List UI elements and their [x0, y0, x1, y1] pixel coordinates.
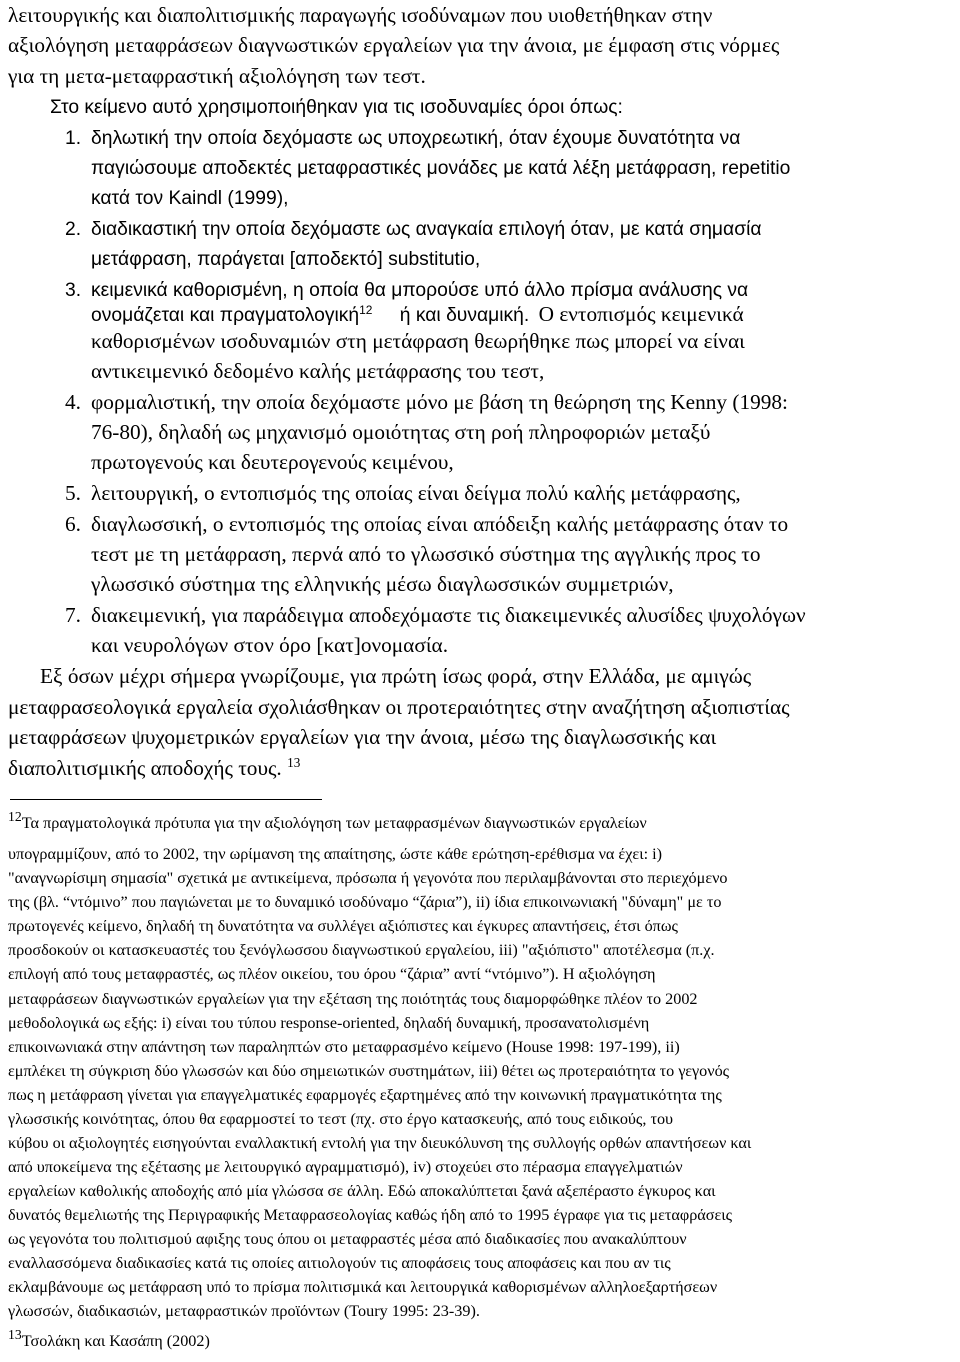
footnote-line: μεθοδολογικά ως εξής: i) είναι του τύπου response-oriented, δηλαδή δυναμική, προσανατολισμένη	[8, 1014, 650, 1032]
list-item-number: 7.	[65, 603, 81, 627]
list-item-line: 76-80), δηλαδή ως μηχανισμό ομοιότητας στη ροή πληροφοριών μεταξύ	[91, 420, 711, 444]
footnote-line: εμπλέκει τη σύγκριση δύο γλωσσών και δύο σημειωτικών συστημάτων, iii) θέτει ως προτεραιότητα το γεγονός	[8, 1062, 730, 1080]
text-line-content: διαπολιτισμικής αποδοχής τους.	[8, 756, 282, 780]
footnote-line: γλωσσών, διαδικασιών, μεταφραστικών προϊόντων (Toury 1995: 23-39).	[8, 1302, 480, 1320]
footnote-line	[8, 811, 960, 835]
list-item-number: 5.	[65, 481, 81, 505]
list-item-line: φορμαλιστική, την οποία δεχόμαστε μόνο με βάση τη θεώρηση της Kenny (1998:	[91, 390, 788, 414]
footnote-ref[interactable]: 13	[287, 755, 301, 771]
footnote-line: εργαλείων καθολικής αποδοχής από μία γλώσσα σε άλλη. Εδώ αποκαλύπτεται ξανά αξεπέραστο έγκυρος και	[8, 1182, 716, 1200]
footnote-line	[8, 1329, 960, 1353]
list-item-line: γλωσσικό σύστημα της ελληνικής μέσω διαγλωσσικών συμμετριών,	[91, 572, 674, 596]
list-item-line: αντικειμενικό δεδομένο καλής μετάφρασης του τεστ,	[91, 359, 545, 383]
text-line: αξιολόγηση μεταφράσεων διαγνωστικών εργαλείων για την άνοια, με έμφαση στις νόρμες	[8, 33, 780, 57]
text-line	[8, 753, 960, 783]
text-line: Εξ όσων μέχρι σήμερα γνωρίζουμε, για πρώτη ίσως φορά, στην Ελλάδα, με αμιγώς	[40, 664, 752, 688]
footnote-line: επιλογή από τους μεταφραστές, ως πλέον οικείου, του όρου “ζάρια” αντί “ντόμινο”). Η αξιολόγηση	[8, 965, 656, 983]
list-item-line: διακειμενική, για παράδειγμα αποδεχόμαστε τις διακειμενικές αλυσίδες ψυχολόγων	[91, 603, 806, 627]
footnote-line: δυνατός θεμελιωτής της Περιγραφικής Μεταφρασεολογίας καθώς ήδη από το 1995 έγραφε για τις μεταφράσεις	[8, 1206, 733, 1224]
list-item-line: και νευρολόγων στον όρο [κατ]ονομασία.	[91, 633, 449, 657]
text-line: για τη μετα-μεταφραστική αξιολόγηση των τεστ.	[8, 64, 426, 88]
list-item-line: μετάφραση, παράγεται [αποδεκτό] substitutio,	[91, 249, 481, 270]
footnote-line: υπογραμμίζουν, από το 2002, την ωρίμανση της απαίτησης, ώστε κάθε ερώτηση-ερέθισμα να έχει: i)	[8, 845, 662, 863]
footnote-separator	[10, 799, 322, 800]
footnote-line: προσδοκούν οι κατασκευαστές του ξενόγλωσσου διαγνωστικού εργαλείου, iii) "αξιόπιστο" αποτέλεσμα (π.χ.	[8, 941, 715, 959]
footnote-ref[interactable]: 12	[359, 302, 373, 317]
footnote-line: πως η μετάφραση γίνεται για επαγγελματικές εφαρμογές εξαρτημένες από την κοινωνική πραγματικότητα της	[8, 1086, 722, 1104]
list-item-line: παγιώσουμε αποδεκτές μεταφραστικές μονάδες με κατά λέξη μετάφραση, repetitio	[91, 158, 791, 179]
footnote-marker: 12	[8, 809, 22, 825]
list-item-text: Ο εντοπισμός κειμενικά	[538, 302, 744, 326]
list-item-text: ονομάζεται και πραγματολογική	[91, 305, 360, 326]
footnote-line: της (βλ. “ντόμινο” που παγιώνεται με το δυναμικό ισοδύναμο “ζάρια”), ii) ίδια επικοινωνιακή "δύναμη" με το	[8, 893, 722, 911]
footnote-text: Τα πραγματολογικά πρότυπα για την αξιολόγηση των μεταφρασμένων διαγνωστικών εργαλείων	[21, 814, 647, 832]
text-line: μεταφράσεων ψυχομετρικών εργαλείων για την άνοια, μέσω της διαγλωσσικής και	[8, 725, 717, 749]
list-item-line: καθορισμένων ισοδυναμιών στη μετάφραση θεωρήθηκε πως μπορεί να είναι	[91, 329, 745, 353]
footnote-line: κύβου οι αξιολογητές εισηγούνται εναλλακτική εντολή για την διευκόλυνση της συλλογής ορθών απαντήσεων και	[8, 1134, 752, 1152]
list-item-text: ή και δυναμική.	[399, 305, 530, 326]
list-item-line: διαγλωσσική, ο εντοπισμός της οποίας είναι απόδειξη καλής μετάφρασης όταν το	[91, 512, 789, 536]
footnote-line: εκλαμβάνουμε ως μετάφραση υπό το πρίσμα πολιτισμικά και λειτουργικά καθορισμένων αλληλοεξαρτήσεων	[8, 1278, 718, 1296]
footnote-line: γλωσσικής κοινότητας, όπου θα εφαρμοστεί το τεστ (πχ. στο έργο κατασκευής, από τους ειδικούς, του	[8, 1110, 674, 1128]
list-item-line	[91, 299, 960, 329]
text-line: μεταφρασεολογικά εργαλεία σχολιάσθηκαν οι προτεραιότητες στην αναζήτηση αξιοπιστίας	[8, 695, 790, 719]
list-item-number: 6.	[65, 512, 81, 536]
footnote-marker: 13	[8, 1327, 22, 1343]
footnote-line: μεταφράσεων διαγνωστικών εργαλείων για την εξέταση της ποιότητάς τους διαμορφώθηκε πλέον το 2002	[8, 990, 698, 1008]
list-item-number: 4.	[65, 390, 81, 414]
list-item-line: τεστ με τη μετάφραση, περνά από το γλωσσικό σύστημα της αγγλικής προς το	[91, 542, 761, 566]
footnote-text: Τσολάκη και Κασάπη (2002)	[21, 1332, 210, 1350]
list-item-line: πρωτογενούς και δευτερογενούς κειμένου,	[91, 450, 454, 474]
list-item-line: διαδικαστική την οποία δεχόμαστε ως αναγκαία επιλογή όταν, με κατά σημασία	[91, 219, 762, 240]
footnote-line: πρωτογενές κείμενο, δηλαδή τη δυνατότητα να συλλέγει αξιόπιστες και έγκυρες απαντήσεις, έτσι όπως	[8, 917, 678, 935]
footnote-line: από υποκείμενα της εξέτασης με λειτουργικό αγραμματισμό), iv) στοχεύει στο πέρασμα επαγγελματιών	[8, 1158, 683, 1176]
list-item-number: 1.	[65, 128, 82, 149]
footnote-line: ως γεγονότα του πολιτισμού αφιξης τους όπου οι μεταφραστές μέσα από διαδικασίες που ανακαλύπτουν	[8, 1230, 687, 1248]
list-item-number: 3.	[65, 280, 82, 301]
footnote-line: "αναγνωρίσιμη σημασία" σχετικά με αντικείμενα, πρόσωπα ή γεγονότα που περιλαμβάνονται στο περιεχόμενο	[8, 869, 728, 887]
list-item-line: κειμενικά καθορισμένη, η οποία θα μπορούσε υπό άλλο πρίσμα ανάλυσης να	[91, 280, 749, 301]
list-item-line: δηλωτική την οποία δεχόμαστε ως υποχρεωτική, όταν έχουμε δυνατότητα να	[91, 128, 741, 149]
list-item-line: λειτουργική, ο εντοπισμός της οποίας είναι δείγμα πολύ καλής μετάφρασης,	[91, 481, 741, 505]
footnote-line: εναλλασσόμενα διαδικασίες κατά τις οποίες αιτιολογούν τις αποφάσεις τους αποφάσεις και που αν τις	[8, 1254, 671, 1272]
list-item-line: κατά τον Kaindl (1999),	[91, 188, 289, 209]
text-line: λειτουργικής και διαπολιτισμικής παραγωγής ισοδύναμων που υιοθετήθηκαν στην	[8, 3, 713, 27]
text-line: Στο κείμενο αυτό χρησιμοποιήθηκαν για τις ισοδυναμίες όροι όπως:	[50, 97, 623, 118]
footnote-line: επικοινωνιακά στην απάντηση των παραληπτών στο μεταφρασμένο κείμενο (House 1998: 197-199), ii)	[8, 1038, 680, 1056]
list-item-number: 2.	[65, 219, 82, 240]
